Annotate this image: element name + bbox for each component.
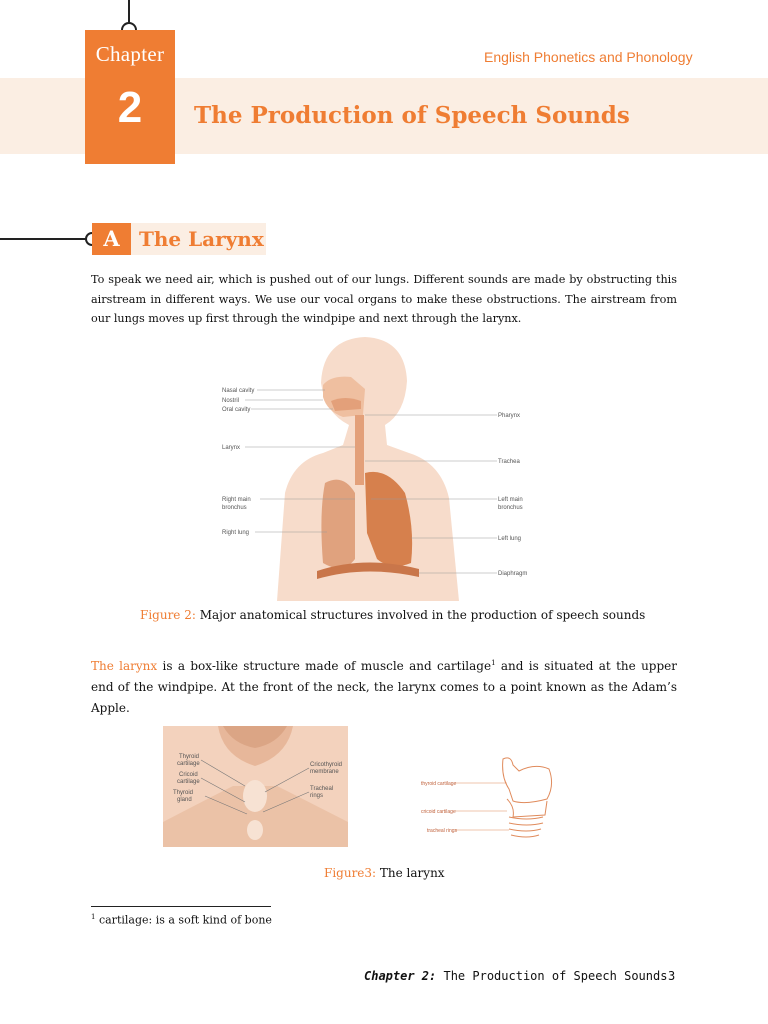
footnote-number: 1 [91, 913, 96, 921]
anatomy-illustration [215, 333, 540, 601]
label-thyroid-cartilage-1: Thyroid [179, 754, 200, 760]
figure3-caption [324, 866, 445, 880]
anatomy-figure [215, 333, 540, 601]
figure3-caption-text: The larynx [376, 866, 445, 880]
label-tracheal-rings-2: rings [310, 793, 324, 799]
label-nostril: Nostril [222, 398, 240, 404]
larynx-text-a: is a box-like structure made of muscle and cartilage [157, 659, 492, 673]
figure2-caption [140, 608, 645, 622]
label-oral-cavity: Oral cavity [222, 407, 251, 413]
label-left-bronchus: bronchus [498, 505, 523, 511]
label-cricothyroid-1: Cricothyroid [310, 762, 343, 768]
footnote-marker: 1 [491, 659, 496, 667]
footer-chapter-title: The Production of Speech Sounds [436, 969, 668, 983]
label-diaphragm: Diaphragm [498, 571, 528, 577]
label-left-main: Left main [498, 497, 523, 503]
section-pointer-line [0, 238, 88, 240]
larynx-diagram [415, 755, 565, 843]
label-thyroid-gland-2: gland [177, 797, 192, 803]
label-diagram-thyroid: thyroid cartilage [421, 781, 457, 787]
page-number: 3 [668, 969, 676, 983]
label-right-bronchus: bronchus [222, 505, 247, 511]
neck-illustration [163, 726, 348, 847]
chapter-title: The Production of Speech Sounds [194, 102, 630, 129]
book-title: English Phonetics and Phonology [484, 49, 693, 65]
intro-paragraph: To speak we need air, which is pushed out of our lungs. Different sounds are made by obstructing this airstream in different ways. We use our vocal organs to make these obstructions. The airstream from our lungs moves up first through the windpipe and next through the larynx. [91, 273, 677, 325]
label-cricoid-cartilage-2: cartilage [177, 779, 200, 785]
label-thyroid-cartilage-2: cartilage [177, 761, 200, 767]
section-title: The Larynx [131, 223, 266, 255]
neck-photo [163, 726, 348, 847]
running-footer [364, 969, 667, 983]
chapter-number: 2 [117, 83, 143, 132]
figure2-caption-text: Major anatomical structures involved in the production of speech sounds [195, 608, 646, 622]
larynx-paragraph [91, 653, 677, 719]
label-tracheal-rings-1: Tracheal [310, 786, 334, 792]
label-diagram-tracheal: tracheal rings [427, 828, 458, 834]
footnote-text: cartilage: is a soft kind of bone [95, 913, 272, 927]
label-nasal-cavity: Nasal cavity [222, 388, 255, 394]
larynx-outline-illustration [415, 755, 565, 843]
label-right-lung: Right lung [222, 530, 250, 536]
larynx-term: The larynx [91, 659, 158, 673]
footnote-rule [91, 906, 271, 907]
label-right-main: Right main [222, 497, 251, 503]
label-pharynx: Pharynx [498, 413, 521, 419]
label-thyroid-gland-1: Thyroid [173, 790, 194, 796]
chapter-badge [85, 30, 175, 164]
larynx-text-b: and is situated at the upper end of the windpipe. At the front of the neck, the larynx comes to a point known as the Adam’s Apple. [91, 659, 678, 715]
figure3-label: Figure3: [324, 866, 377, 880]
chapter-word: Chapter [95, 42, 165, 66]
section-letter: A [92, 223, 131, 255]
figure2-label: Figure 2: [140, 608, 196, 622]
label-left-lung: Left lung [498, 536, 522, 542]
chapter-tab-string [128, 0, 130, 24]
label-larynx: Larynx [222, 445, 241, 451]
label-cricoid-cartilage-1: Cricoid [179, 772, 198, 778]
footnote [91, 913, 272, 927]
label-diagram-cricoid: cricoid cartilage [421, 809, 456, 815]
label-cricothyroid-2: membrane [310, 769, 339, 775]
label-trachea: Trachea [498, 459, 520, 465]
footer-chapter-label: Chapter 2: [364, 969, 437, 983]
